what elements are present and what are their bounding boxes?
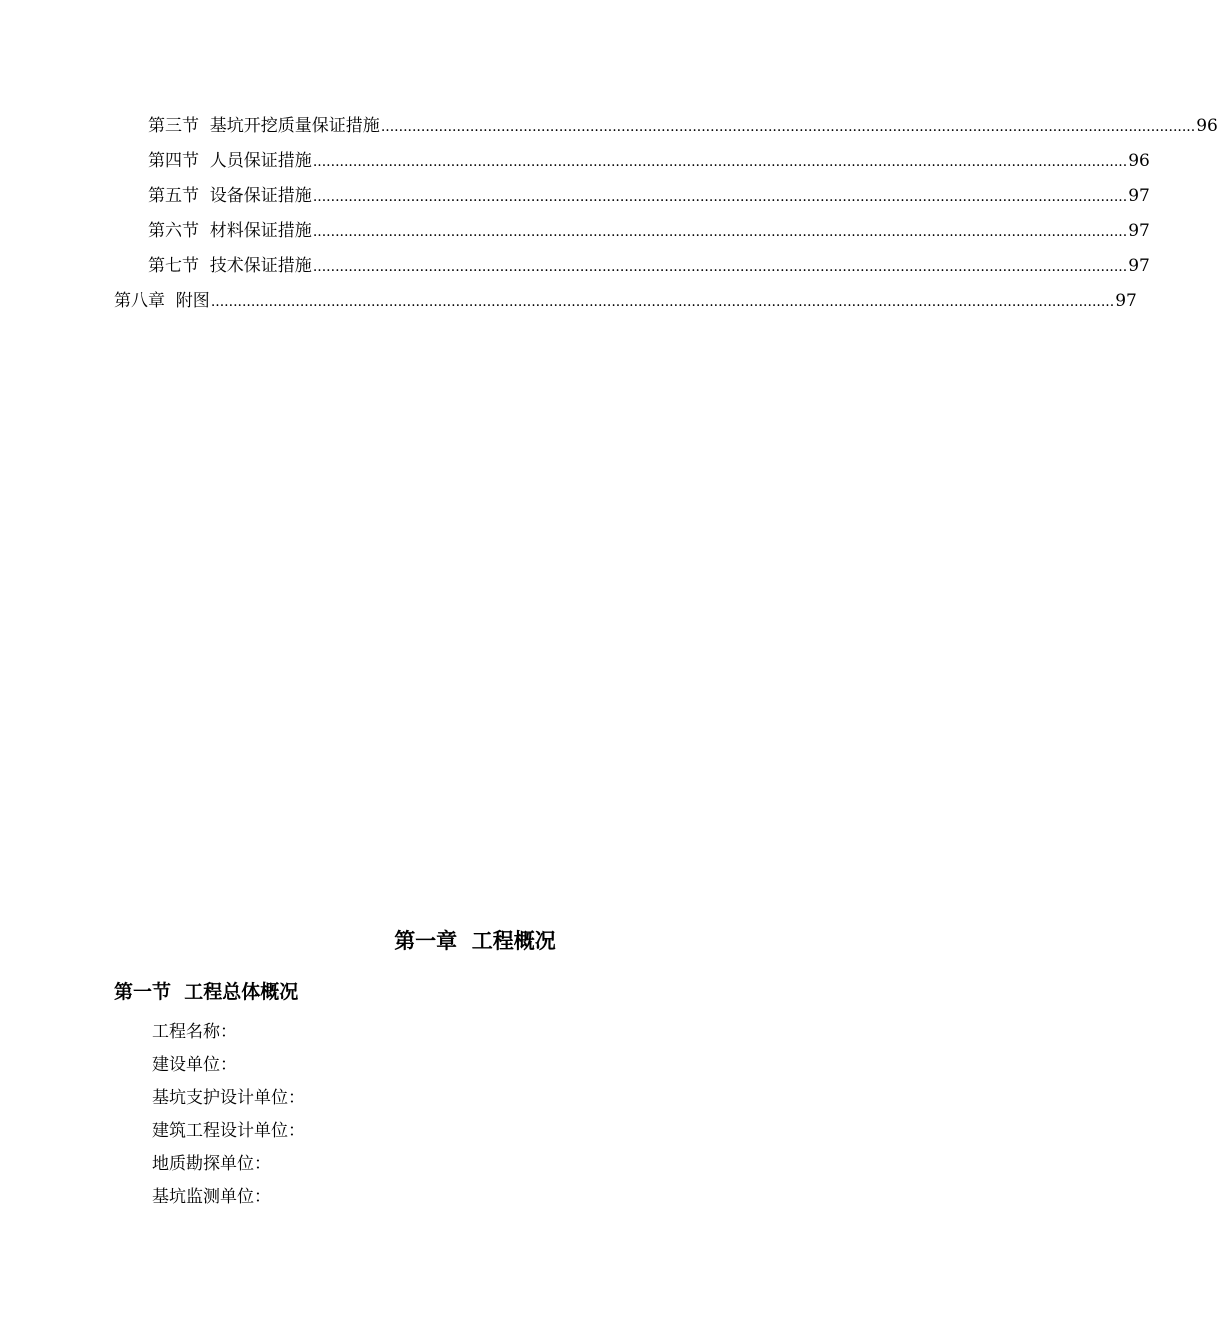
support-design-unit-field: 基坑支护设计单位： <box>152 1088 305 1108</box>
toc-dot-leader: ........................................................................................................................................................................................................... <box>210 294 1115 310</box>
toc-dot-leader: ....................................................................................................................................................................................... <box>312 224 1128 240</box>
toc-dot-leader: ....................................................................................................................................................................................... <box>312 189 1128 205</box>
toc-page-number: 97 <box>1128 256 1150 276</box>
toc-entry-title: 第七节 技术保证措施 <box>148 256 312 276</box>
toc-dot-leader: ....................................................................................................................................................................................... <box>312 259 1128 275</box>
construction-unit-field: 建设单位： <box>152 1055 237 1075</box>
toc-entry-title: 第三节 基坑开挖质量保证措施 <box>148 116 380 136</box>
toc-entry[interactable] <box>148 114 1218 138</box>
toc-entry[interactable] <box>148 219 1150 243</box>
toc-dot-leader: ....................................................................................................................................................................................... <box>312 154 1128 170</box>
toc-page-number: 97 <box>1128 221 1150 241</box>
toc-entry-title: 第八章 附图 <box>114 291 210 311</box>
toc-entry-title: 第四节 人员保证措施 <box>148 151 312 171</box>
toc-entry-title: 第五节 设备保证措施 <box>148 186 312 206</box>
chapter-title: 第一章 工程概况 <box>394 928 556 953</box>
section-title: 第一节 工程总体概况 <box>114 981 299 1003</box>
toc-page-number: 97 <box>1115 291 1137 311</box>
toc-page-number: 97 <box>1128 186 1150 206</box>
toc-entry[interactable] <box>148 149 1150 173</box>
toc-page-number: 96 <box>1128 151 1150 171</box>
building-design-unit-field: 建筑工程设计单位： <box>152 1121 305 1141</box>
toc-dot-leader: ....................................................................................................................................................................................... <box>380 119 1196 135</box>
toc-page-number: 96 <box>1196 116 1218 136</box>
toc-entry-title: 第六节 材料保证措施 <box>148 221 312 241</box>
toc-entry[interactable] <box>114 289 1137 313</box>
toc-entry[interactable] <box>148 254 1150 278</box>
geological-survey-unit-field: 地质勘探单位： <box>152 1154 271 1174</box>
project-name-field: 工程名称： <box>152 1022 237 1042</box>
toc-entry[interactable] <box>148 184 1150 208</box>
pit-monitoring-unit-field: 基坑监测单位： <box>152 1187 271 1207</box>
